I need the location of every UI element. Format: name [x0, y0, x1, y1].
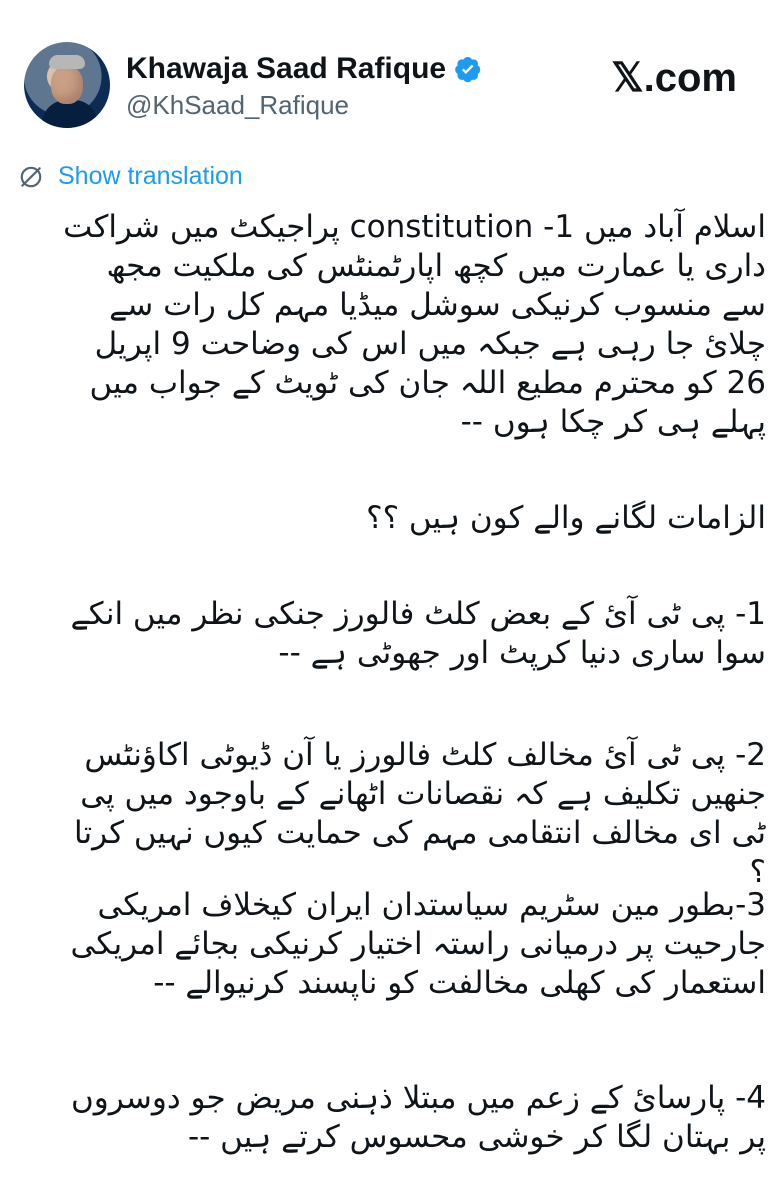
- paragraph-2: الزامات لگانے والے کون ہیں ؟؟: [366, 500, 766, 536]
- verified-badge-icon: [454, 55, 482, 83]
- paragraph-3: 1- پی ٹی آئ کے بعض کلٹ فالورز جنکی نظر میں انکے سوا ساری دنیا کرپٹ اور جھوٹی ہے --: [70, 596, 766, 671]
- tweet-header: [0, 0, 773, 150]
- paragraph-1: اسلام آباد میں 1- constitution پراجیکٹ میں شراکت داری یا عمارت میں کچھ اپارٹمنٹس کی ملکیت مجھ سے منسوب کرنیکی سوشل میڈیا مہم کل رات سے چلائ جا رہی ہے جبکہ میں اس کی وضاحت 9 اپریل 26 کو محترم مطیع اللہ جان کی ٹویٹ کے جواب میں پہلے ہی کر چکا ہوں --: [63, 209, 766, 440]
- author-name[interactable]: Khawaja Saad Rafique: [126, 52, 447, 85]
- tweet-body: [40, 208, 773, 1178]
- author-name-row[interactable]: [126, 52, 482, 86]
- avatar[interactable]: [24, 42, 110, 128]
- globe-icon: [18, 164, 44, 190]
- paragraph-4: 2- پی ٹی آئ مخالف کلٹ فالورز یا آن ڈیوٹی اکاؤنٹس جنھیں تکلیف ہے کہ نقصانات اٹھانے کے باوجود میں پی ٹی ای مخالف انتقامی مہم کی حمایت کیوں نہیں کرتا ؟: [74, 737, 766, 890]
- avatar-hair: [49, 55, 85, 69]
- paragraph-5: 3-بطور مین سٹریم سیاستدان ایران کیخلاف امریکی جارحیت پر درمیانی راستہ اختیار کرنیکی بجائے امریکی استعمار کی کھلی مخالفت کو ناپسند کرنیوالے --: [70, 887, 766, 1001]
- avatar-coat: [42, 100, 98, 128]
- paragraph-6: 4- پارسائ کے زعم میں مبتلا ذہنی مریض جو دوسروں پر بہتان لگا کر خوشی محسوس کرتے ہیں --: [71, 1080, 766, 1155]
- show-translation-label[interactable]: Show translation: [58, 162, 243, 190]
- author-handle[interactable]: @KhSaad_Rafique: [126, 90, 349, 120]
- show-translation-link[interactable]: [18, 162, 243, 191]
- avatar-face: [51, 66, 83, 104]
- x-com-logo[interactable]: 𝕏.com: [611, 56, 737, 100]
